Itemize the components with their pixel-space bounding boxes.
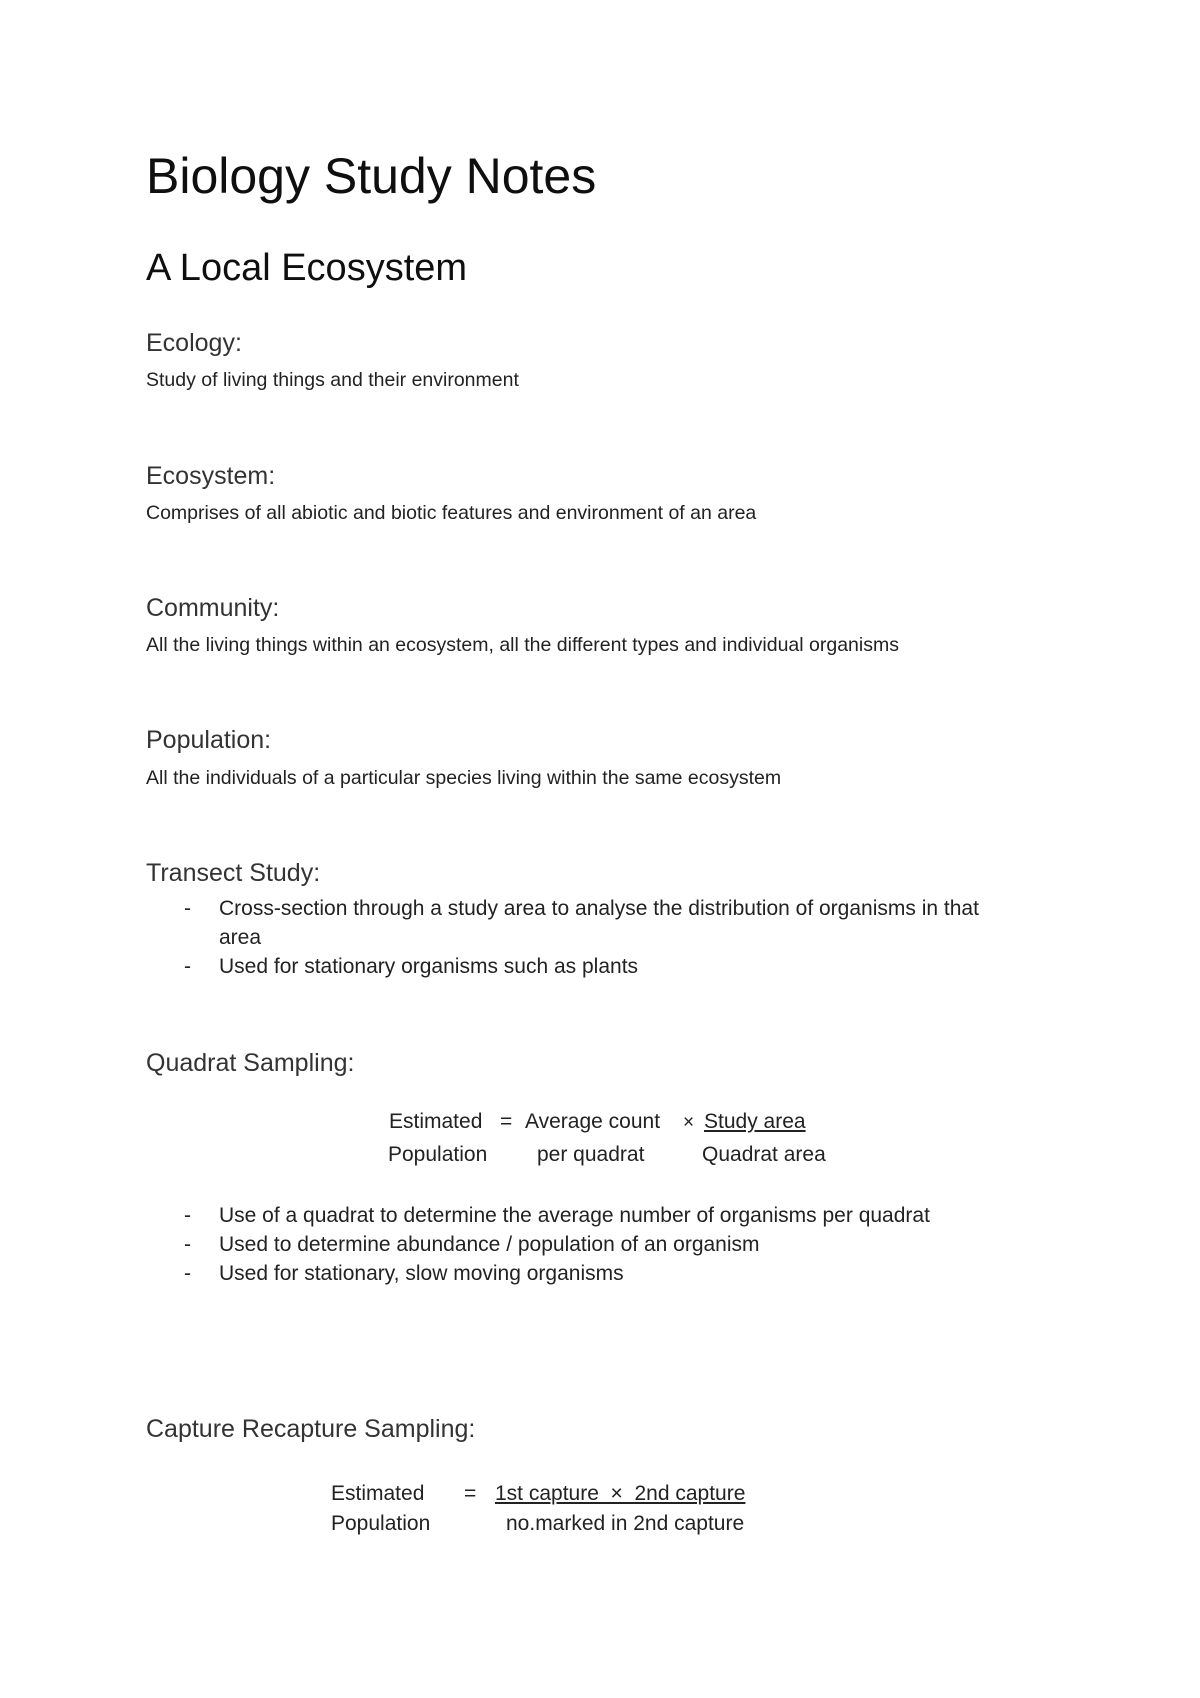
term-population: Population: bbox=[146, 726, 272, 754]
term-capture-recapture-sampling: Capture Recapture Sampling: bbox=[146, 1415, 476, 1443]
document-title: Biology Study Notes bbox=[146, 148, 597, 204]
term-quadrat-sampling: Quadrat Sampling: bbox=[146, 1049, 355, 1077]
formula-numerator: 1st capture × 2nd capture bbox=[495, 1482, 746, 1505]
formula-average-count: Average count bbox=[525, 1110, 661, 1133]
list-item-text: area bbox=[219, 926, 262, 949]
list-item-text: Use of a quadrat to determine the average number of organisms per quadrat bbox=[219, 1204, 930, 1227]
list-dash: - bbox=[184, 955, 191, 978]
formula-per-quadrat: per quadrat bbox=[537, 1143, 645, 1166]
list-dash: - bbox=[184, 897, 191, 920]
list-dash: - bbox=[184, 1204, 191, 1227]
formula-equals: = bbox=[464, 1482, 477, 1505]
definition-ecology: Study of living things and their environment bbox=[146, 369, 519, 391]
formula-population: Population bbox=[388, 1143, 488, 1166]
term-transect-study: Transect Study: bbox=[146, 859, 321, 887]
formula-quadrat-area: Quadrat area bbox=[702, 1143, 826, 1166]
definition-ecosystem: Comprises of all abiotic and biotic features and environment of an area bbox=[146, 502, 757, 524]
list-item bbox=[146, 894, 1046, 923]
formula-estimated: Estimated bbox=[389, 1110, 483, 1133]
list-item bbox=[146, 1230, 1046, 1259]
list-item bbox=[146, 1259, 1046, 1288]
quadrat-bullet-list bbox=[146, 1201, 1046, 1288]
formula-study-area: Study area bbox=[704, 1110, 806, 1133]
definition-population: All the individuals of a particular species living within the same ecosystem bbox=[146, 767, 782, 789]
transect-bullet-list bbox=[146, 894, 1046, 981]
formula-multiply: × bbox=[683, 1112, 695, 1133]
list-item-continuation bbox=[146, 923, 1046, 952]
list-dash: - bbox=[184, 1262, 191, 1285]
document-subtitle: A Local Ecosystem bbox=[146, 247, 468, 289]
list-dash: - bbox=[184, 1233, 191, 1256]
formula-estimated: Estimated bbox=[331, 1482, 425, 1505]
list-item-text: Used for stationary organisms such as plants bbox=[219, 955, 639, 978]
formula-population: Population bbox=[331, 1512, 431, 1535]
list-item-text: Used to determine abundance / population of an organism bbox=[219, 1233, 760, 1256]
term-ecosystem: Ecosystem: bbox=[146, 462, 276, 490]
definition-community: All the living things within an ecosystem, all the different types and individual organisms bbox=[146, 634, 899, 656]
list-item-text: Cross-section through a study area to analyse the distribution of organisms in that bbox=[219, 897, 979, 920]
list-item-text: Used for stationary, slow moving organisms bbox=[219, 1262, 624, 1285]
term-ecology: Ecology: bbox=[146, 329, 242, 357]
term-community: Community: bbox=[146, 594, 280, 622]
list-item bbox=[146, 1201, 1046, 1230]
list-item bbox=[146, 952, 1046, 981]
formula-denominator: no.marked in 2nd capture bbox=[506, 1512, 745, 1535]
formula-equals: = bbox=[500, 1110, 513, 1133]
